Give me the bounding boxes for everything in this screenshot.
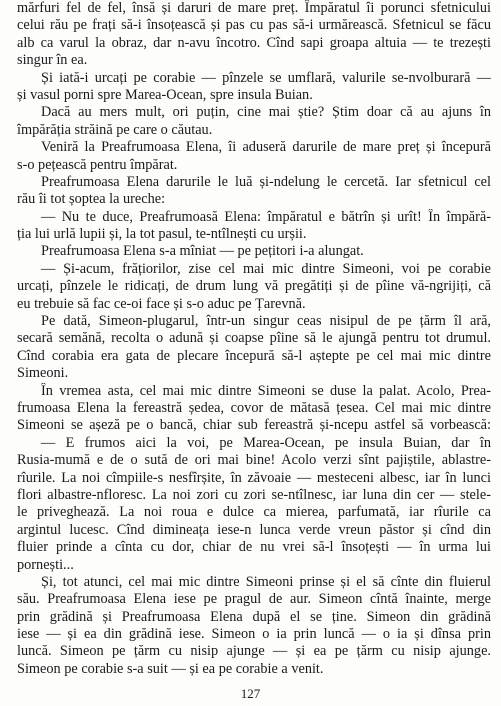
text-line: mărfuri fel de fel, însă și daruri de mare preț. Împăratul îi porunci sfetnicului [17,0,491,16]
text-line: său. Preafrumoasa Elena iese pe pragul de aur. Simeon cîntă înainte, merge [17,591,491,608]
text-line: ția lui urlă lupii și, la tot pasul, te-ntîlnești cu urșii. [17,226,307,243]
text-line: rîurile. La noi cîmpiile-s nesfîrșite, în zăvoaie — mesteceni albesc, iar în lunci [17,469,491,486]
text-line: le priveghează. La noi roua e dulce ca mierea, parfumată, iar rîurile ca [17,504,491,521]
page-number: 127 [240,686,261,701]
text-line: Cînd corabia era gata de plecare începură să-l aștepte pe cel mai mic dintre [17,347,491,364]
text-line: celui rău pe frați să-i însoțească și pas cu pas să-i urmărească. Sfetnicul se făcu [17,17,491,34]
text-line: eu trebuie să fac ce-oi face și s-o aduc pe Țarevnă. [17,295,306,312]
text-line: — Și-acum, frățiorilor, zise cel mai mic dintre Simeoni, voi pe corabie [41,260,491,277]
text-line: secară semănă, recolta o adună și coapse pîine să le ajungă pentru tot drumul. [17,330,491,347]
text-line: fluier prinde a cînta cu dor, chiar de nu vrei să-l însoțești — în urma lui [17,539,491,556]
text-line: Simeon pe corabie s-a suit — și ea pe corabie a venit. [17,660,324,677]
text-line: Simeoni se așeză pe o bancă, chiar sub fereastră și-ncepu astfel să vorbească: [17,417,491,434]
text-line: argintul lucesc. Cînd dimineața iese-n lunca verde vreun păstor și cînd din [17,521,491,538]
text-line: alb ca varul la obraz, dar n-avu încotro. Cînd sapi groapa altuia — te trezești [17,34,491,51]
text-line: luncă. Simeon pe țărm cu nisip ajunge — și ea pe țărm cu nisip ajunge. [17,643,491,660]
text-line: Dacă au mers mult, ori puțin, cine mai știe? Știm doar că au ajuns în [41,104,491,121]
text-line: Simeoni. [17,365,69,382]
text-line: rău îi tot șoptea la ureche: [17,191,166,208]
text-line: Și, tot atunci, cel mai mic dintre Simeoni prinse și el să cînte din fluierul [41,573,491,590]
text-line: Și iată-i urcați pe corabie — pînzele se umflară, valurile se-nvolburară — [41,69,491,86]
text-line: urcați, pînzele le ridicați, de drum lung vă pregătiți și de pîine vă-ngrijiți, că [17,278,491,295]
text-line: — Nu te duce, Preafrumoasă Elena: împăratul e bătrîn și urît! În împără- [41,208,491,225]
text-line: iese — și ea din grădină iese. Simeon o ia prin luncă — o ia și dînsa prin [17,626,491,643]
text-line: — E frumos aici la voi, pe Marea-Ocean, pe insula Buian, dar în [41,434,491,451]
text-line: frumoasa Elena la fereastră ședea, covor de mătasă țesea. Cel mai mic dintre [17,399,491,416]
text-line: prin grădină și Preafrumoasa Elena după el se ține. Simeon din grădină [17,608,491,625]
text-line: singur în ea. [17,52,88,69]
text-line: pornești... [17,556,74,573]
body-text [17,0,491,678]
text-line: Rusia-mumă e de o sută de ori mai bine! Acolo verzi sînt pajiștile, ablastre- [17,452,491,469]
text-line: și vasul porni spre Marea-Ocean, spre insula Buian. [17,86,313,103]
text-line: s-o pețească pentru împărat. [17,156,178,173]
text-line: Pe dată, Simeon-plugarul, într-un singur ceas nisipul de pe țărm îl ară, [41,313,491,330]
text-line: flori albastre-nfloresc. La noi zori cu zori se-ntîlnesc, iar luna din cer — stele- [17,486,491,503]
text-line: Preafrumoasa Elena darurile le luă și-ndelung le cercetă. Iar sfetnicul cel [41,173,491,190]
text-line: împărăția străină pe care o căutau. [17,121,213,138]
text-line: Veniră la Preafrumoasa Elena, îi aduseră darurile de mare preț și începură [41,139,491,156]
text-line: Preafrumoasa Elena s-a mîniat — pe pețitori i-a alungat. [41,243,364,260]
text-line: În vremea asta, cel mai mic dintre Simeoni se duse la palat. Acolo, Prea- [41,382,491,399]
